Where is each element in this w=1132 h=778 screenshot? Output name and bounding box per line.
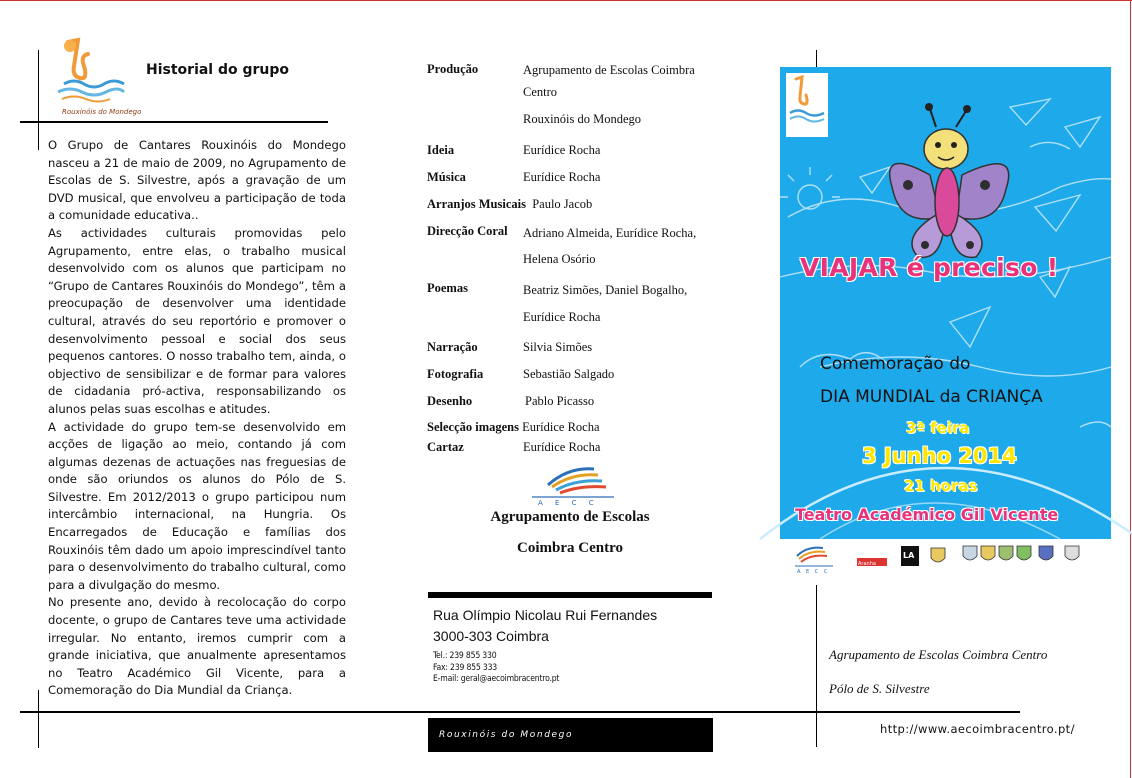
credit-value: Agrupamento de Escolas Coimbra Centro (523, 63, 695, 99)
left-top-hrule (20, 121, 328, 123)
bottom-hrule (20, 711, 1020, 713)
credit-row (427, 417, 717, 437)
left-vertical-rule-bottom (38, 690, 39, 748)
credit-inline (427, 193, 592, 215)
address-street: Rua Olímpio Nicolau Rui Fernandes (433, 607, 658, 623)
credit-row (427, 277, 717, 331)
credit-label: Narração (427, 340, 478, 354)
credit-row (427, 437, 717, 457)
credits-list (427, 59, 717, 457)
sponsor-la-text: LA (903, 551, 915, 560)
sponsor-aecc-logo (795, 548, 833, 575)
credit-row (427, 139, 717, 161)
credit-label: Poemas (427, 281, 468, 295)
credit-label: Fotografia (427, 367, 484, 381)
contact-fax: Fax: 239 855 333 (433, 662, 498, 673)
poster-title: VIAJAR é preciso ! (800, 253, 1059, 282)
history-paragraph: As actividades culturais promovidas pelo Agrupamento, entre elas, o trabalho musical desenvolvido com os alunos que participam no “Grupo de Cantares Rouxinóis do Mondego”, têm a preocupação de desenvolver uma identidade cultural, através do seu reportório e promover o desenvolvimento pessoal e social dos seus pequenos cantores. O nosso trabalho tem, ainda, o objectivo de sensibilizar e de formar para valores de cidadania pró-activa, responsabilizando os alunos pelas suas escolhas e atitudes. (48, 225, 346, 416)
credit-value: Eurídice Rocha (522, 420, 600, 434)
credit-row (427, 166, 717, 188)
credit-value: Paulo Jacob (532, 197, 593, 211)
address-top-bar (428, 592, 712, 598)
credit-value: Adriano Almeida, Eurídice Rocha, Helena Osório (523, 226, 697, 266)
poster-time: 21 horas (904, 477, 978, 495)
history-title: Historial do grupo (146, 62, 290, 78)
credit-label: Produção (427, 62, 479, 76)
poster-venue: Teatro Académico Gil Vicente (795, 505, 1059, 524)
history-text (48, 137, 346, 700)
poster-weekday: 3ª feira (906, 419, 970, 437)
contact-email[interactable]: E-mail: geral@aecoimbracentro.pt (433, 674, 560, 684)
top-border (0, 0, 1132, 1)
sponsor-logos-strip (793, 542, 1111, 574)
right-vertical-rule-top (816, 50, 817, 68)
credit-label: Cartaz (427, 440, 464, 454)
right-border (1130, 0, 1131, 778)
credit-row (427, 363, 717, 385)
sponsor-coat-of-arms-icons (931, 546, 1079, 562)
credit-row (427, 108, 717, 130)
contacts-block (433, 651, 559, 686)
poster-group-logo (786, 73, 828, 137)
credit-label: Ideia (427, 143, 455, 157)
credit-label: Desenho (427, 394, 473, 408)
sponsor-red-logo (857, 558, 887, 567)
credit-value: Beatriz Simões, Daniel Bogalho, Eurídice Rocha (523, 283, 688, 324)
right-vertical-rule-bottom (816, 585, 817, 747)
poster-artwork (780, 67, 1111, 539)
aecc-logo (528, 463, 618, 507)
butterfly-drawing (890, 103, 1009, 257)
credit-row (427, 220, 717, 272)
credit-value: Silvia Simões (523, 340, 593, 354)
poster-line1: Comemoração do (820, 354, 971, 374)
website-url[interactable]: http://www.aecoimbracentro.pt/ (880, 722, 1075, 736)
credit-row (427, 390, 717, 412)
sponsor-red-text: Aranha (858, 561, 876, 567)
credit-label: Direcção Coral (427, 224, 508, 238)
address-city: 3000-303 Coimbra (433, 628, 549, 644)
right-school-name: Agrupamento de Escolas Coimbra Centro (829, 647, 1048, 662)
address-block (433, 605, 657, 647)
credit-row (427, 336, 717, 358)
poster-line2: DIA MUNDIAL da CRIANÇA (820, 387, 1043, 407)
credit-label (427, 108, 523, 130)
sponsor-aecc-text: A E C C (797, 569, 830, 575)
credit-label: Arranjos Musicais (427, 197, 526, 211)
event-poster (780, 67, 1111, 539)
rouxinois-logo (54, 36, 142, 120)
poster-date: 3 Junho 2014 (862, 444, 1017, 468)
sponsor-la-logo (901, 546, 919, 566)
credit-label: Música (427, 170, 466, 184)
footer-band-text: Rouxinóis do Mondego (439, 730, 574, 740)
credit-value: Sebastião Salgado (523, 367, 615, 381)
credit-value: Pablo Picasso (525, 394, 595, 408)
contact-tel: Tel.: 239 855 330 (433, 651, 497, 661)
aecc-logo-text: A E C C (538, 499, 599, 507)
credit-label: Selecção imagens (427, 420, 519, 434)
logo-caption: Rouxinóis do Mondego (62, 108, 142, 116)
right-polo-name: Pólo de S. Silvestre (829, 681, 930, 696)
credit-value: Eurídice Rocha (523, 170, 601, 184)
credit-row (427, 59, 717, 103)
school-name-line1: Agrupamento de Escolas (490, 509, 650, 525)
credit-row (427, 193, 717, 215)
credit-inline (427, 417, 600, 437)
footer-band (428, 718, 713, 752)
left-vertical-rule (38, 50, 39, 150)
credit-value: Eurídice Rocha (523, 143, 601, 157)
school-name-line2: Coimbra Centro (517, 540, 623, 556)
history-paragraph: O Grupo de Cantares Rouxinóis do Mondego nasceu a 21 de maio de 2009, no Agrupamento de Escolas de S. Silvestre, após a gravação de um DVD musical, que envolveu a participação de toda a comunidade educativa.. (48, 138, 346, 223)
credit-value: Rouxinóis do Mondego (523, 112, 642, 126)
credit-value: Eurídice Rocha (523, 440, 601, 454)
history-paragraph: A actividade do grupo tem-se desenvolvido em acções de ligação ao meio, contando já com algumas dezenas de actuações nas freguesias de onde são oriundos os alunos do Pólo de S. Silvestre. Em 2012/2013 o grupo participou num intercâmbio internacional, na Hungria. Os Encarregados de Educação e famílias dos Rouxinóis têm dado um apoio imprescindível tanto para o desenvolvimento do trabalho cultural, como para a divulgação do mesmo. (48, 419, 346, 592)
history-paragraph: No presente ano, devido à recolocação do corpo docente, o grupo de Cantares teve uma actividade irregular. No entanto, iremos cumprir com a grande iniciativa, que anualmente apresentamos no Teatro Académico Gil Vicente, para a Comemoração do Dia Mundial da Criança. (48, 595, 346, 698)
